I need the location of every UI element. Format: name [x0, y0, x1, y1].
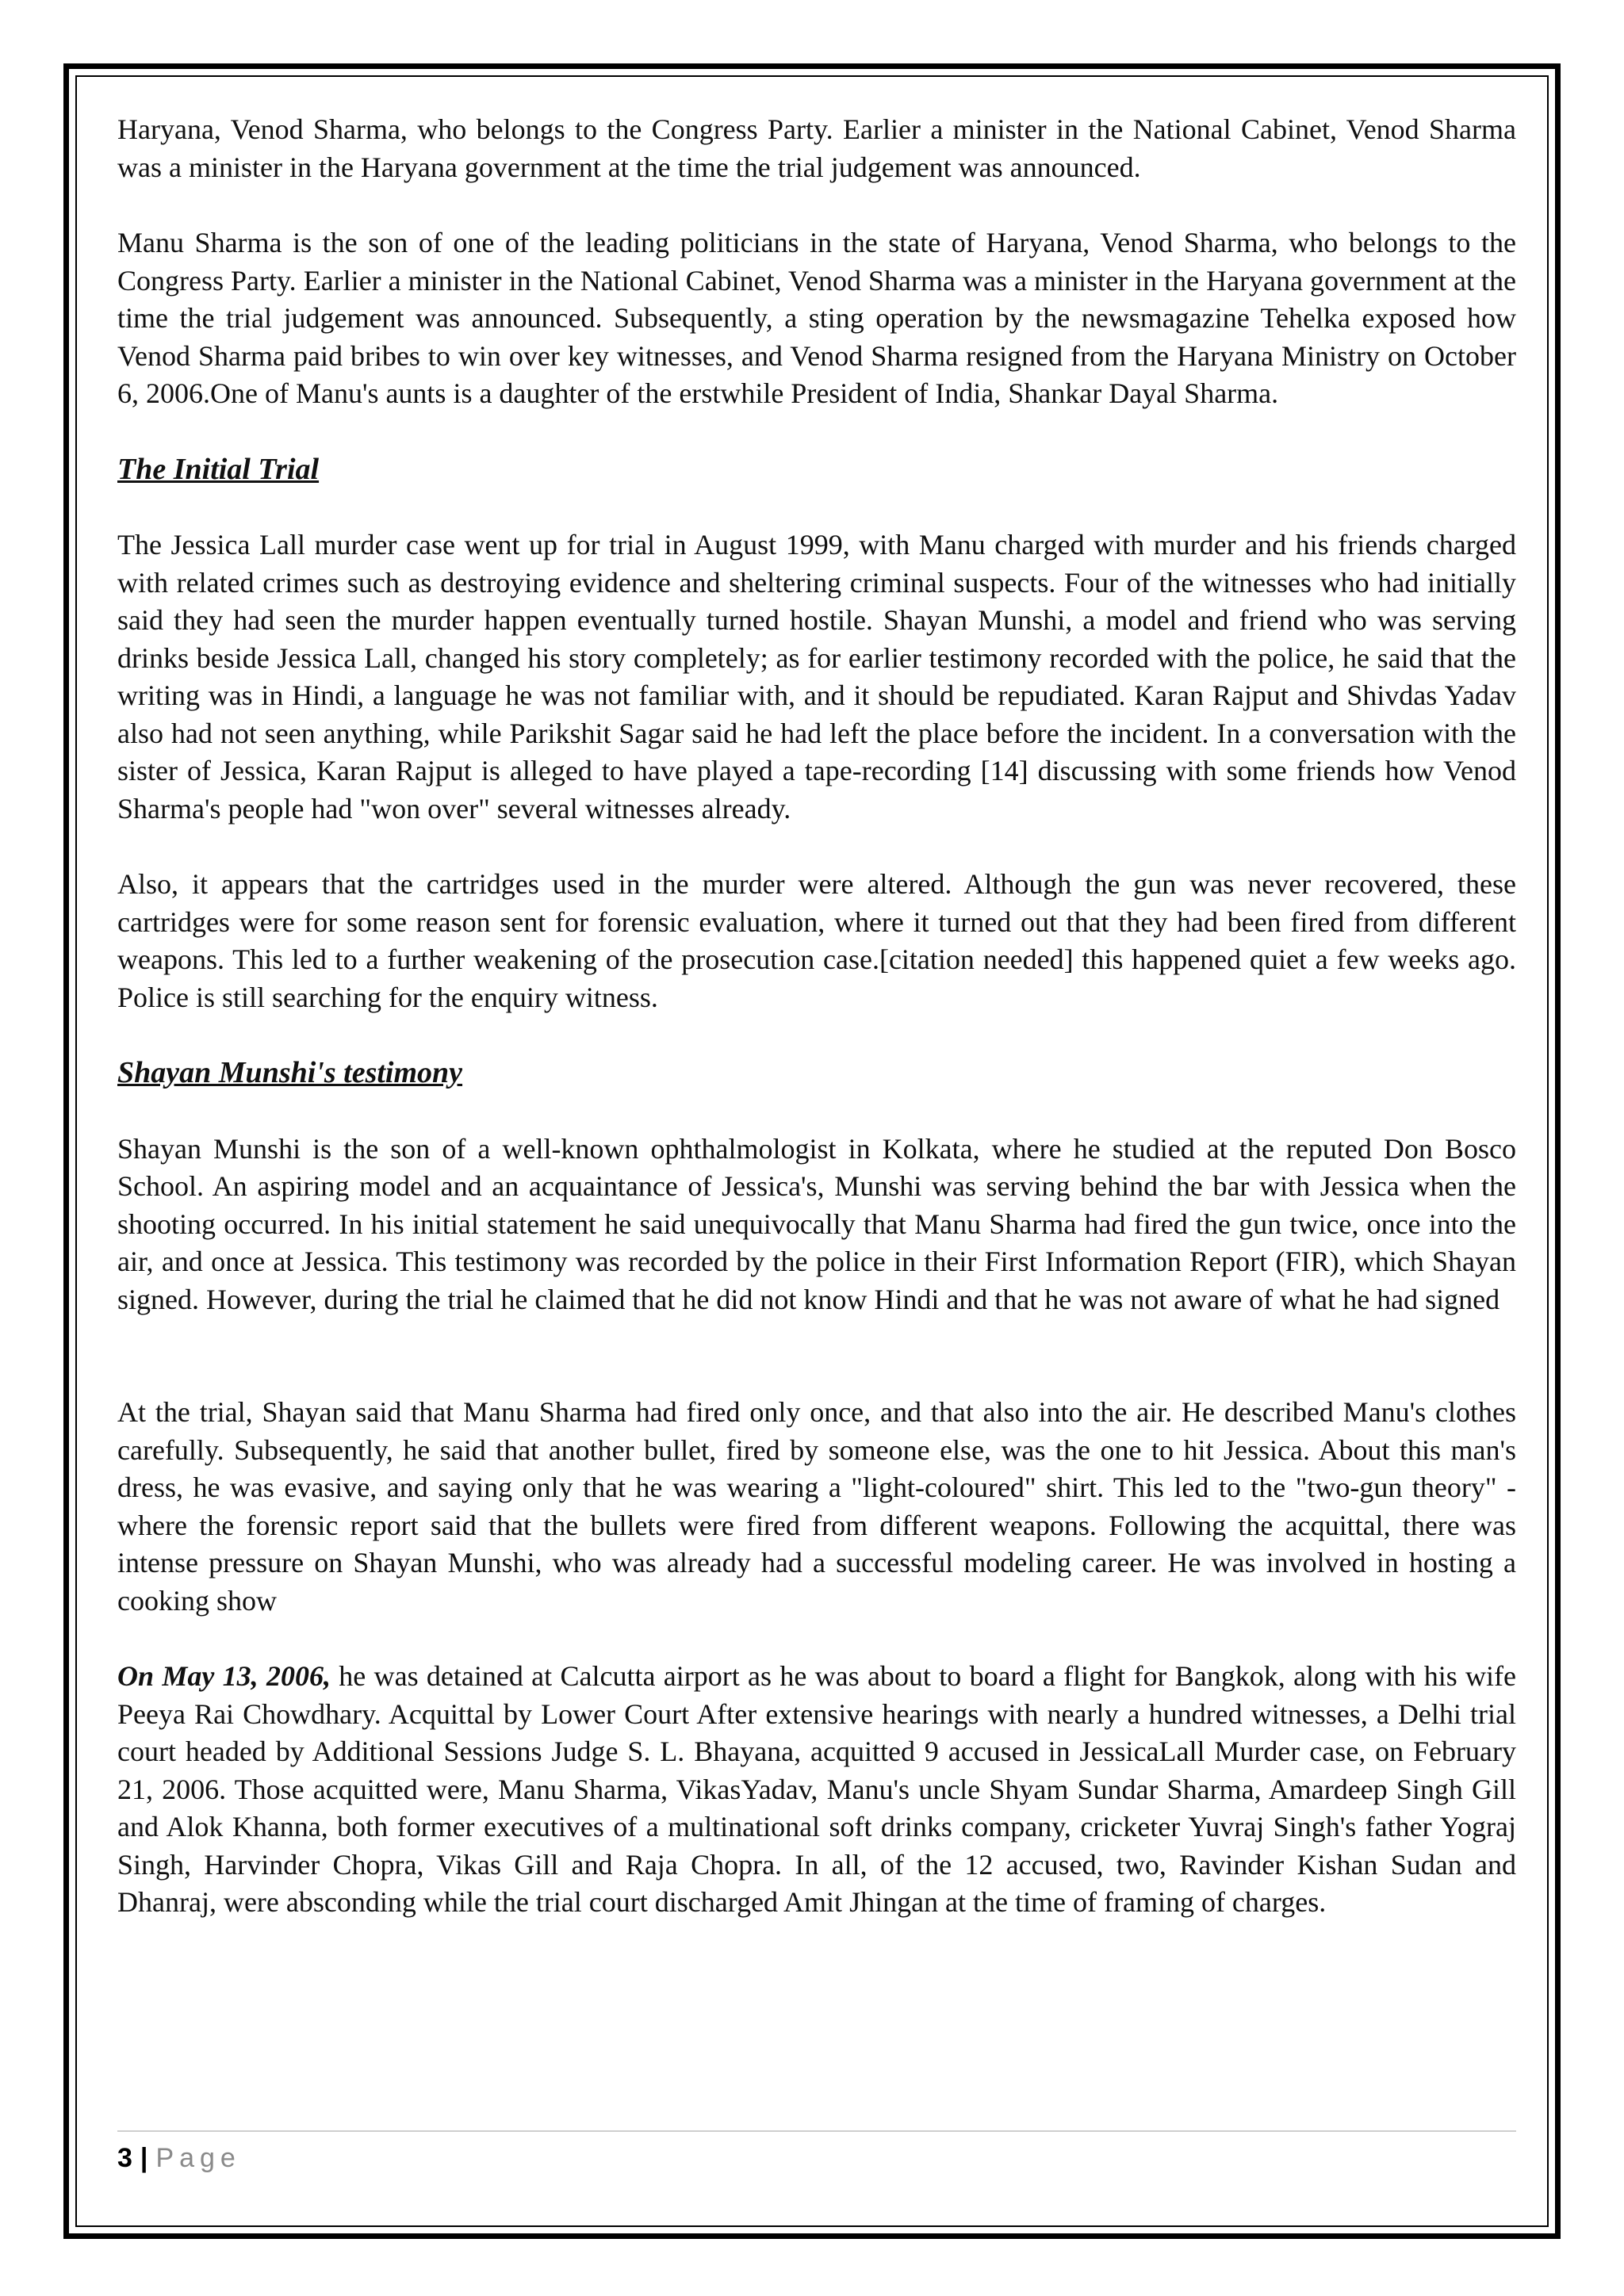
paragraph-lead-date: On May 13, 2006,: [117, 1660, 331, 1692]
page-label: Page: [155, 2143, 241, 2173]
paragraph-text: he was detained at Calcutta airport as he was about to board a flight for Bangkok, along with his wife Peeya Rai Chowdhary. Acquittal by Lower Court After extensive hearings with nearly a hundred witnesses, a Delhi trial court headed by Additional Sessions Judge S. L. Bhayana, acquitted 9 accused in JessicaLall Murder case, on February 21, 2006. Those acquitted were, Manu Sharma, VikasYadav, Manu's uncle Shyam Sundar Sharma, Amardeep Singh Gill and Alok Khanna, both former executives of a multinational soft drinks company, cricketer Yuvraj Singh's father Yograj Singh, Harvinder Chopra, Vikas Gill and Raja Chopra. In all, of the 12 accused, two, Ravinder Kishan Sudan and Dhanraj, were absconding while the trial court discharged Amit Jhingan at the time of framing of charges.: [117, 1660, 1516, 1918]
paragraph-last: [117, 1658, 1516, 1922]
page-footer: [117, 2141, 241, 2175]
section-heading-shayan-testimony: Shayan Munshi's testimony: [117, 1056, 463, 1089]
paragraph: Haryana, Venod Sharma, who belongs to the Congress Party. Earlier a minister in the National Cabinet, Venod Sharma was a minister in the Haryana government at the time the trial judgement was announced.: [117, 113, 1516, 183]
paragraph: Manu Sharma is the son of one of the leading politicians in the state of Haryana, Venod Sharma, who belongs to the Congress Party. Earlier a minister in the National Cabinet, Venod Sharma was a minister in the Haryana government at the time the trial judgement was announced. Subsequently, a sting operation by the newsmagazine Tehelka exposed how Venod Sharma paid bribes to win over key witnesses, and Venod Sharma resigned from the Haryana Ministry on October 6, 2006.One of Manu's aunts is a daughter of the erstwhile President of India, Shankar Dayal Sharma.: [117, 227, 1516, 409]
paragraph: At the trial, Shayan said that Manu Sharma had fired only once, and that also into the air. He described Manu's clothes carefully. Subsequently, he said that another bullet, fired by someone else, was the one to hit Jessica. About this man's dress, he was evasive, and saying only that he was wearing a "light-coloured" shirt. This led to the "two-gun theory" - where the forensic report said that the bullets were fired from different weapons. Following the acquittal, there was intense pressure on Shayan Munshi, who was already had a successful modeling career. He was involved in hosting a cooking show: [117, 1396, 1516, 1617]
paragraph: The Jessica Lall murder case went up for trial in August 1999, with Manu charged with murder and his friends charged with related crimes such as destroying evidence and sheltering criminal suspects. Four of the witnesses who had initially said they had seen the murder happen eventually turned hostile. Shayan Munshi, a model and friend who was serving drinks beside Jessica Lall, changed his story completely; as for earlier testimony recorded with the police, he said that the writing was in Hindi, a language he was not familiar with, and it should be repudiated. Karan Rajput and Shivdas Yadav also had not seen anything, while Parikshit Sagar said he had left the place before the incident. In a conversation with the sister of Jessica, Karan Rajput is alleged to have played a tape-recording [14] discussing with some friends how Venod Sharma's people had "won over" several witnesses already.: [117, 529, 1516, 825]
section-heading-initial-trial: The Initial Trial: [117, 452, 320, 486]
paragraph: Also, it appears that the cartridges used in the murder were altered. Although the gun was never recovered, these cartridges were for some reason sent for forensic evaluation, where it turned out that they had been fired from different weapons. This led to a further weakening of the prosecution case.[citation needed] this happened quiet a few weeks ago. Police is still searching for the enquiry witness.: [117, 868, 1516, 1013]
footer-divider: [117, 2130, 1516, 2132]
footer-separator: |: [140, 2143, 148, 2173]
page-number: 3: [117, 2143, 132, 2173]
paragraph: Shayan Munshi is the son of a well-known ophthalmologist in Kolkata, where he studied at the reputed Don Bosco School. An aspiring model and an acquaintance of Jessica's, Munshi was serving behind the bar with Jessica when the shooting occurred. In his initial statement he said unequivocally that Manu Sharma had fired the gun twice, once into the air, and once at Jessica. This testimony was recorded by the police in their First Information Report (FIR), which Shayan signed. However, during the trial he claimed that he did not know Hindi and that he was not aware of what he had signed: [117, 1132, 1516, 1315]
document-body: [117, 111, 1516, 1960]
